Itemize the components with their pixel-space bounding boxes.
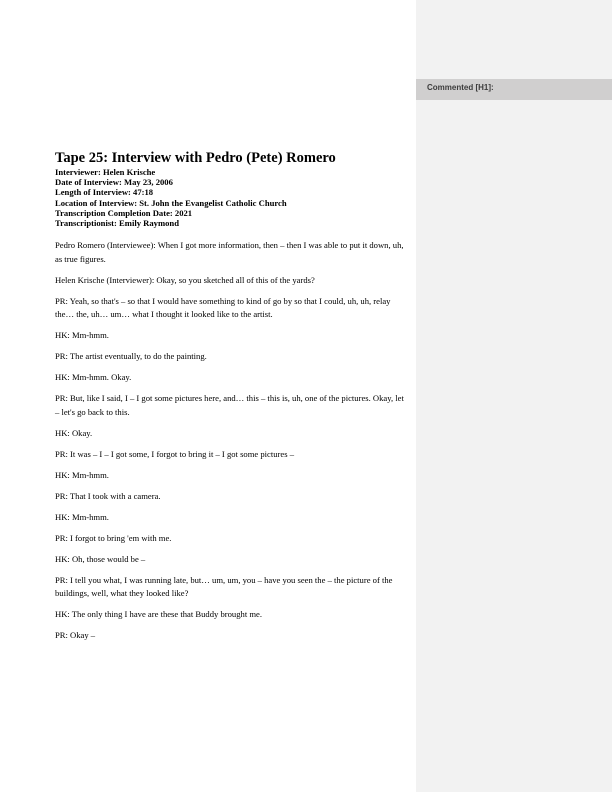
interview-date-line: Date of Interview: May 23, 2006 [55, 177, 173, 188]
transcript-paragraph: HK: Okay. [55, 427, 93, 438]
transcript-paragraph: HK: Mm-hmm. [55, 469, 109, 480]
transcript-paragraph: HK: Mm-hmm. [55, 330, 109, 341]
transcript-paragraph: HK: Mm-hmm. Okay. [55, 372, 132, 383]
transcription-date-line: Transcription Completion Date: 2021 [55, 207, 193, 218]
interview-metadata [55, 167, 410, 228]
document-title: Tape 25: Interview with Pedro (Pete) Romero [55, 150, 336, 166]
comment-pane [416, 0, 612, 792]
transcript-paragraph: Pedro Romero (Interviewee): When I got more information, then – then I was able to put it down, uh, as true figures. [55, 240, 404, 264]
transcript-paragraph: PR: But, like I said, I – I got some pictures here, and… this – this is, uh, one of the pictures. Okay, let – let's go back to this. [55, 393, 404, 417]
interviewer-line: Interviewer: Helen Krische [55, 167, 156, 177]
interview-length-line: Length of Interview: 47:18 [55, 187, 154, 198]
transcript-paragraph: PR: That I took with a camera. [55, 490, 161, 501]
document-body [55, 150, 410, 650]
transcript-paragraph: PR: Okay – [55, 630, 96, 641]
transcript-paragraph: HK: Oh, those would be – [55, 553, 146, 564]
transcript-paragraph: PR: Yeah, so that's – so that I would have something to kind of go by so that I could, uh, uh, relay the… the, uh… um… what I thought it looked like to the artist. [55, 295, 391, 320]
transcriptionist-line: Transcriptionist: Emily Raymond [55, 218, 179, 229]
comment-header[interactable] [416, 79, 612, 100]
transcript-paragraph: PR: It was – I – I got some, I forgot to bring it – I got some pictures – [55, 448, 295, 459]
transcript-paragraph: PR: The artist eventually, to do the painting. [55, 351, 207, 362]
transcript-paragraph: HK: Mm-hmm. [55, 511, 109, 522]
transcript-paragraph: PR: I forgot to bring 'em with me. [55, 532, 172, 543]
interview-location-line: Location of Interview: St. John the Evangelist Catholic Church [55, 197, 287, 208]
transcript [55, 239, 410, 643]
transcript-paragraph: PR: I tell you what, I was running late, but… um, um, you – have you seen the – the picture of the buildings, well, what they looked like? [55, 574, 393, 599]
transcript-paragraph: HK: The only thing I have are these that Buddy brought me. [55, 609, 263, 620]
transcript-paragraph: Helen Krische (Interviewer): Okay, so you sketched all of this of the yards? [55, 274, 315, 285]
comment-header-label: Commented [H1]: [427, 83, 494, 92]
